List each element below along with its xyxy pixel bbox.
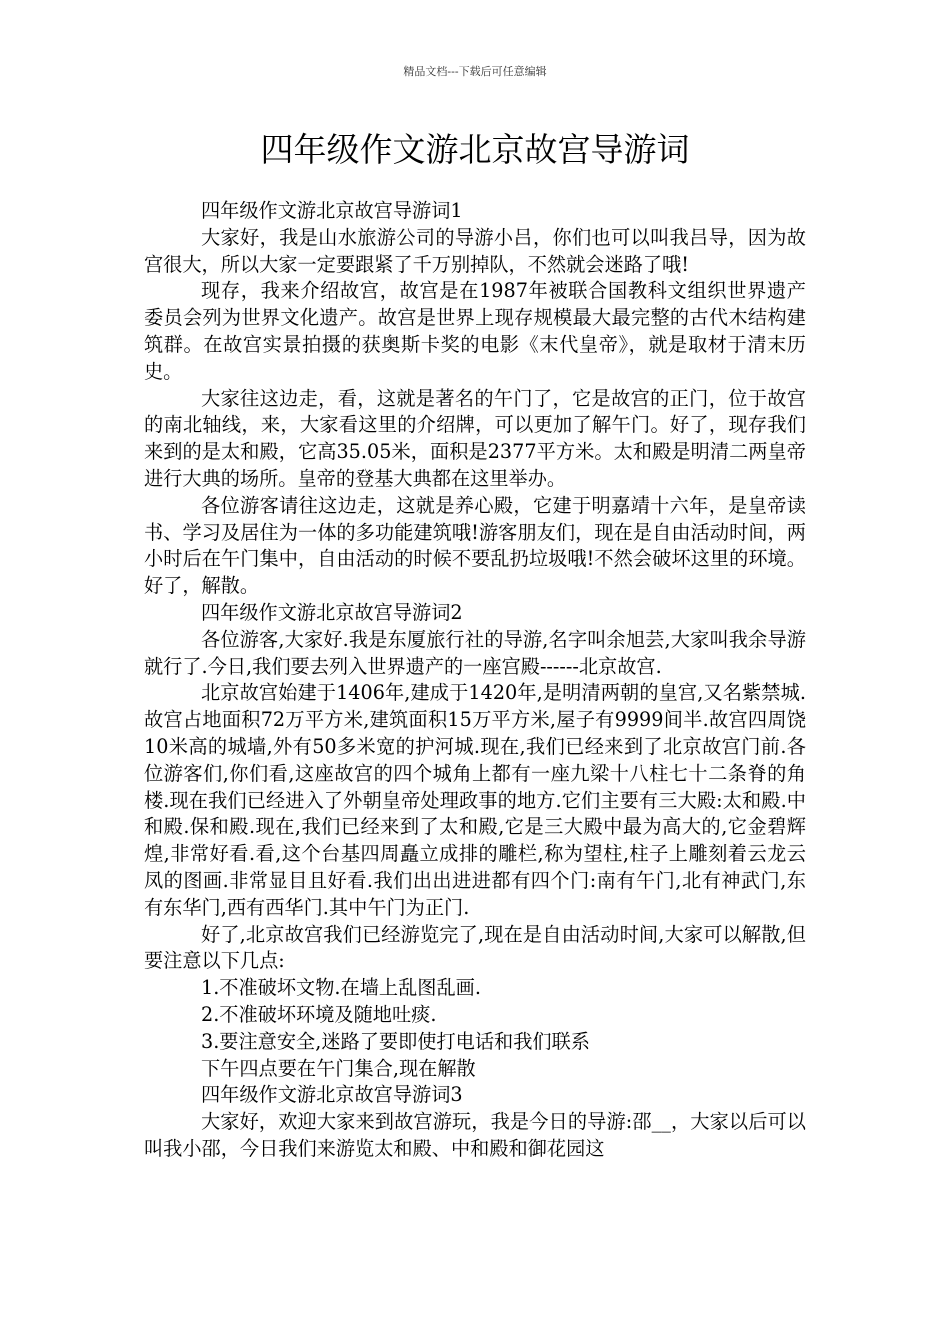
paragraph: 现存，我来介绍故宫，故宫是在1987年被联合国教科文组织世界遗产委员会列为世界文化遗产。故宫是世界上现存规模最大最完整的古代木结构建筑群。在故宫实景拍摄的获奥斯卡奖的电影《末代皇帝》，就是取材于清末历史。 <box>144 279 806 383</box>
list-item: 2.不准破坏环境及随地吐痰. <box>201 1002 437 1026</box>
paragraph: 大家好，欢迎大家来到故宫游玩，我是今日的导游:邵__，大家以后可以叫我小邵，今日我们来游览太和殿、中和殿和御花园这 <box>144 1110 806 1160</box>
header-note: 精品文档---下载后可任意编辑 <box>403 65 547 78</box>
paragraph: 大家好，我是山水旅游公司的导游小吕，你们也可以叫我吕导，因为故宫很大，所以大家一定要跟紧了千万别掉队，不然就会迷路了哦! <box>144 225 806 276</box>
list-item: 3.要注意安全,迷路了要即使打电话和我们联系 <box>201 1029 590 1053</box>
document-body <box>144 198 806 1163</box>
paragraph: 下午四点要在午门集合,现在解散 <box>201 1056 476 1080</box>
subtitle-2: 四年级作文游北京故宫导游词2 <box>201 600 463 624</box>
paragraph: 好了,北京故宫我们已经游览完了,现在是自由活动时间,大家可以解散,但要注意以下几点: <box>144 922 806 973</box>
paragraph: 各位游客,大家好.我是东厦旅行社的导游,名字叫余旭芸,大家叫我余导游就行了.今日,我们要去列入世界遗产的一座宫殿------北京故宫. <box>144 627 806 678</box>
list-item: 1.不准破坏文物.在墙上乱图乱画. <box>201 976 481 1000</box>
document-title: 四年级作文游北京故宫导游词 <box>260 130 690 169</box>
paragraph: 北京故宫始建于1406年,建成于1420年,是明清两朝的皇宫,又名紫禁城.故宫占地面积72万平方米,建筑面积15万平方米,屋子有9999间半.故宫四周饶10米高的城墙,外有50多米宽的护河城.现在,我们已经来到了北京故宫门前.各位游客们,你们看,这座故宫的四个城角上都有一座九梁十八柱七十二条脊的角楼.现在我们已经进入了外朝皇帝处理政事的地方.它们主要有三大殿:太和殿.中和殿.保和殿.现在,我们已经来到了太和殿,它是三大殿中最为高大的,它金碧辉煌,非常好看.看,这个台基四周矗立成排的雕栏,称为望柱,柱子上雕刻着云龙云凤的图画.非常显目且好看.我们出出进进都有四个门:南有午门,北有神武门,东有东华门,西有西华门.其中午门为正门. <box>144 681 806 919</box>
subtitle-1: 四年级作文游北京故宫导游词1 <box>201 199 463 222</box>
subtitle-3: 四年级作文游北京故宫导游词3 <box>201 1083 463 1107</box>
paragraph: 各位游客请往这边走，这就是养心殿，它建于明嘉靖十六年，是皇帝读书、学习及居住为一体的多功能建筑哦!游客朋友们，现在是自由活动时间，两小时后在午门集中，自由活动的时候不要乱扔垃圾哦!不然会破坏这里的环境。好了，解散。 <box>144 493 806 598</box>
paragraph: 大家往这边走，看，这就是著名的午门了，它是故宫的正门，位于故宫的南北轴线，来，大家看这里的介绍牌，可以更加了解午门。好了，现存我们来到的是太和殿，它高35.05米，面积是2377平方米。太和殿是明清二两皇帝进行大典的场所。皇帝的登基大典都在这里举办。 <box>144 386 806 490</box>
